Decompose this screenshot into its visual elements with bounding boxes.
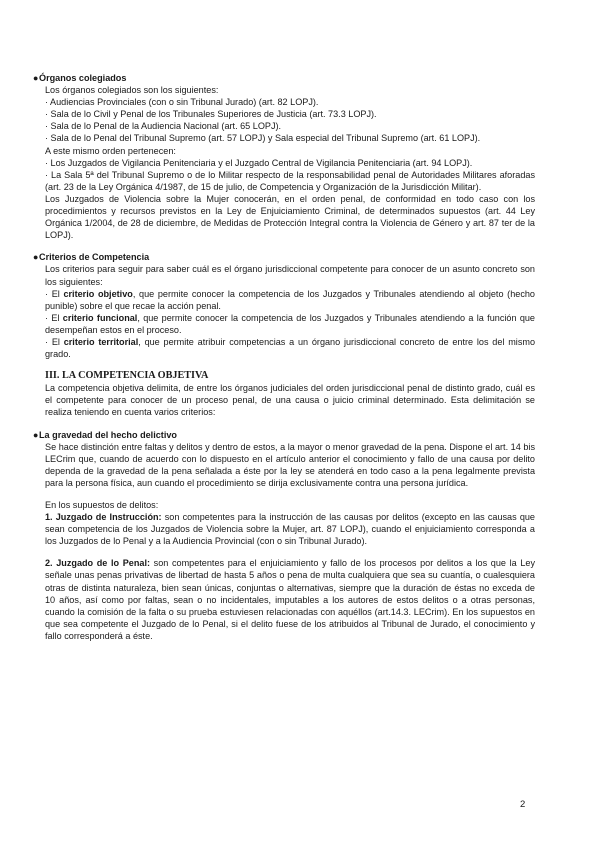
- organos-item: · Sala de lo Civil y Penal de los Tribunales Superiores de Justicia (art. 73.3 LOPJ).: [45, 109, 377, 120]
- gravedad-heading: ● La gravedad del hecho delictivo: [33, 429, 177, 440]
- organos-heading: ● Órganos colegiados: [33, 73, 127, 83]
- section-title: III. LA COMPETENCIA OBJETIVA: [45, 370, 209, 382]
- criterios-heading: ● Criterios de Competencia: [33, 252, 150, 263]
- delito-term: 2. Juzgado de lo Penal:: [45, 558, 151, 569]
- section-paragraph: La competencia objetiva delimita, de entre los órganos judiciales del orden jurisdiccional penal de distinto grado, cuál es el competente para conocer de un proceso penal, de una causa o juicio criminal determinado. Esta delimitación se realiza teniendo en cuenta varios criterios:: [45, 383, 535, 418]
- bullet-icon: ●: [33, 252, 39, 263]
- delito-item: 1. Juzgado de Instrucción: son competentes para la instrucción de las causas por delitos (excepto en las causas que sean competencia de los Juzgados de Violencia sobre la Mujer, art. 87 LOPJ), cuando el enjuiciamiento corresponda a los Juzgados de lo Penal y a la Audiencia Provincial (con o sin Tribunal Jurado).: [45, 512, 535, 547]
- organos-also: A este mismo orden pertenecen:: [45, 145, 176, 156]
- organos-item: · Sala de lo Penal de la Audiencia Nacional (art. 65 LOPJ).: [45, 121, 282, 132]
- criterio-term: criterio funcional: [62, 312, 138, 323]
- criterio-item: · El criterio territorial, que permite atribuir competencias a un órgano jurisdiccional concreto de entre los del mismo grado.: [45, 336, 536, 360]
- gravedad-paragraph: Se hace distinción entre faltas y delitos y dentro de estos, a la mayor o menor gravedad de la pena. Dispone el art. 14 bis LECrim que, cuando de acuerdo con lo dispuesto en el artículo anterior el conocimiento y fallo de una causa por delito dependa de la gravedad de la pena señalada a éste por la ley se atenderá en todo caso a la pena legalmente prevista para la persona física, aun cuando el procedimiento se dirija exclusivamente contra una persona jurídica.: [45, 441, 535, 488]
- bullet-icon: ●: [33, 429, 39, 440]
- criterios-intro: Los criterios para seguir para saber cuál es el órgano jurisdiccional competente para conocer de un asunto concreto son los siguientes:: [45, 264, 535, 287]
- page-content: [35, 72, 535, 642]
- criterio-item: · El criterio funcional, que permite conocer la competencia de los Juzgados y Tribunales atendiendo a la función que desempeñan estos en el proceso.: [45, 312, 535, 335]
- delitos-intro: En los supuestos de delitos:: [45, 500, 159, 510]
- criterio-term: criterio territorial: [63, 336, 139, 347]
- organos-item: · Sala de lo Penal del Tribunal Supremo (art. 57 LOPJ) y Sala especial del Tribunal Supremo (art. 61 LOPJ).: [45, 133, 481, 144]
- violencia-paragraph: Los Juzgados de Violencia sobre la Mujer conocerán, en el orden penal, de conformidad en todo caso con los procedimientos y recursos previstos en la Ley de Enjuiciamiento Criminal, de determinados supuestos (art. 44 Ley Orgánica 1/2004, de 28 de diciembre, de Medidas de Protección Integral contra la Violencia de Género y art. 87 ter de la LOPJ).: [45, 193, 535, 241]
- organos-item: · Audiencias Provinciales (con o sin Tribunal Jurado) (art. 82 LOPJ).: [45, 97, 319, 108]
- criterio-item: · El criterio objetivo, que permite conocer la competencia de los Juzgados y Tribunales atendiendo al objeto (hecho punible) sobre el que recae la acción penal.: [45, 288, 535, 311]
- criterio-term: criterio objetivo: [63, 288, 133, 299]
- organos-also-item: · Los Juzgados de Vigilancia Penitenciaria y el Juzgado Central de Vigilancia Penitenciaria (art. 94 LOPJ).: [45, 157, 473, 168]
- page-number: 2: [520, 799, 526, 810]
- organos-also-item: · La Sala 5ª del Tribunal Supremo o de lo Militar respecto de la responsabilidad penal de Autoridades Militares aforadas (art. 23 de la Ley Orgánica 4/1987, de 15 de julio, de Competencia y Organización de la Jurisdicción Militar).: [45, 169, 535, 192]
- bullet-icon: ●: [33, 73, 39, 83]
- organos-intro: Los órganos colegiados son los siguientes:: [45, 85, 219, 96]
- delito-term: 1. Juzgado de Instrucción:: [45, 512, 162, 523]
- delito-item: 2. Juzgado de lo Penal: son competentes para el enjuiciamiento y fallo de los procesos por delitos a los que la Ley señale unas penas privativas de libertad de hasta 5 años o pena de multa cualquiera que sea su cuantía, o cualesquiera otras de distinta naturaleza, bien sean únicas, conjuntas o alternativas, siempre que la duración de éstas no exceda de 10 años, así como por faltas, sean o no incidentales, imputables a los autores de estos delitos o a otras personas, cuando la comisión de la falta o su prueba estuviesen relacionadas con aquéllos (art.14.3. LECrim). En los supuestos en que sea competente el Juzgado de lo Penal, si el delito fuese de los atribuidos al Tribunal de Jurado, el conocimiento y fallo corresponderá a éste.: [45, 558, 536, 641]
